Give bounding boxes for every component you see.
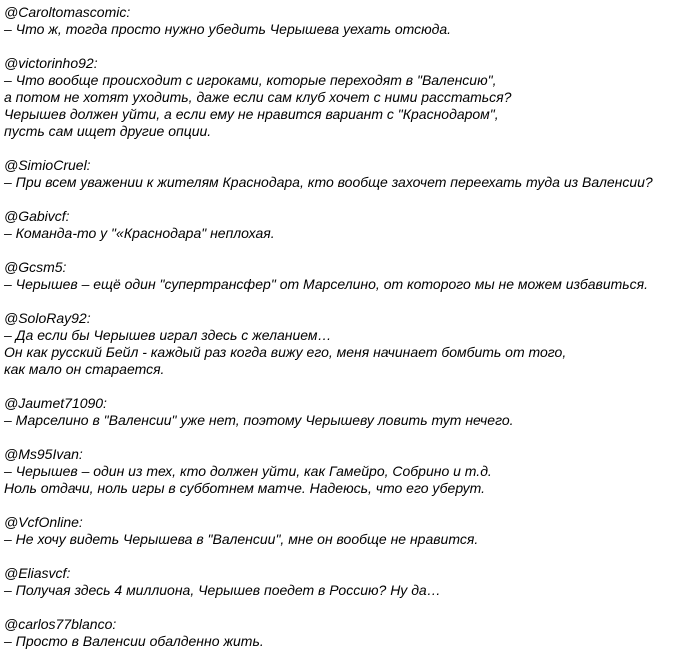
comment-text: – Получая здесь 4 миллиона, Черышев поедет в Россию? Ну да…	[4, 582, 441, 598]
comment-text: как мало он старается.	[4, 361, 165, 377]
comment-text: Ноль отдачи, ноль игры в субботнем матче. Надеюсь, что его уберут.	[4, 480, 486, 496]
comment-text: – Что ж, тогда просто нужно убедить Черышева уехать отсюда.	[4, 21, 452, 37]
comment	[4, 310, 690, 378]
comment-author: @SimioCruel:	[4, 157, 91, 173]
comment-text: – Марселино в "Валенсии" уже нет, поэтому Черышеву ловить тут нечего.	[4, 412, 514, 428]
comment-author: @victorinho92:	[4, 55, 98, 71]
comment	[4, 565, 690, 599]
comment-author: @Jaumet71090:	[4, 395, 107, 411]
comment-text: – Команда-то у "«Краснодара" неплохая.	[4, 225, 275, 241]
comment	[4, 514, 690, 548]
comment	[4, 157, 690, 191]
comment	[4, 4, 690, 38]
comment-author: @carlos77blanco:	[4, 616, 117, 632]
comment-text: – Черышев – один из тех, кто должен уйти, как Гамейро, Собрино и т.д.	[4, 463, 492, 479]
comment-text: Черышев должен уйти, а если ему не нравится вариант с "Краснодаром",	[4, 106, 499, 122]
comment	[4, 208, 690, 242]
comment-text: – Да если бы Черышев играл здесь с желанием…	[4, 327, 332, 343]
comment-author: @SoloRay92:	[4, 310, 91, 326]
comment	[4, 259, 690, 293]
comments-list	[4, 4, 690, 650]
comment-text: – Не хочу видеть Черышева в "Валенсии", мне он вообще не нравится.	[4, 531, 479, 547]
comment-text: а потом не хотят уходить, даже если сам клуб хочет с ними расстаться?	[4, 89, 512, 105]
comment-text: – При всем уважении к жителям Краснодара, кто вообще захочет переехать туда из Валенсии?	[4, 174, 653, 190]
comment-text: – Черышев – ещё один "супертрансфер" от Марселино, от которого мы не можем избавиться.	[4, 276, 648, 292]
comment-author: @Eliasvcf:	[4, 565, 71, 581]
comment-author: @Gcsm5:	[4, 259, 67, 275]
comment-author: @Ms95Ivan:	[4, 446, 83, 462]
comment	[4, 55, 690, 140]
comment-author: @Caroltomascomic:	[4, 4, 131, 20]
comment	[4, 446, 690, 497]
comment-text: пусть сам ищет другие опции.	[4, 123, 212, 139]
comment-text: Он как русский Бейл - каждый раз когда вижу его, меня начинает бомбить от того,	[4, 344, 567, 360]
comment	[4, 395, 690, 429]
comment-text: – Просто в Валенсии обалденно жить.	[4, 633, 264, 649]
comment	[4, 616, 690, 650]
comment-author: @VcfOnline:	[4, 514, 83, 530]
comment-author: @Gabivcf:	[4, 208, 70, 224]
comment-text: – Что вообще происходит с игроками, которые переходят в "Валенсию",	[4, 72, 497, 88]
